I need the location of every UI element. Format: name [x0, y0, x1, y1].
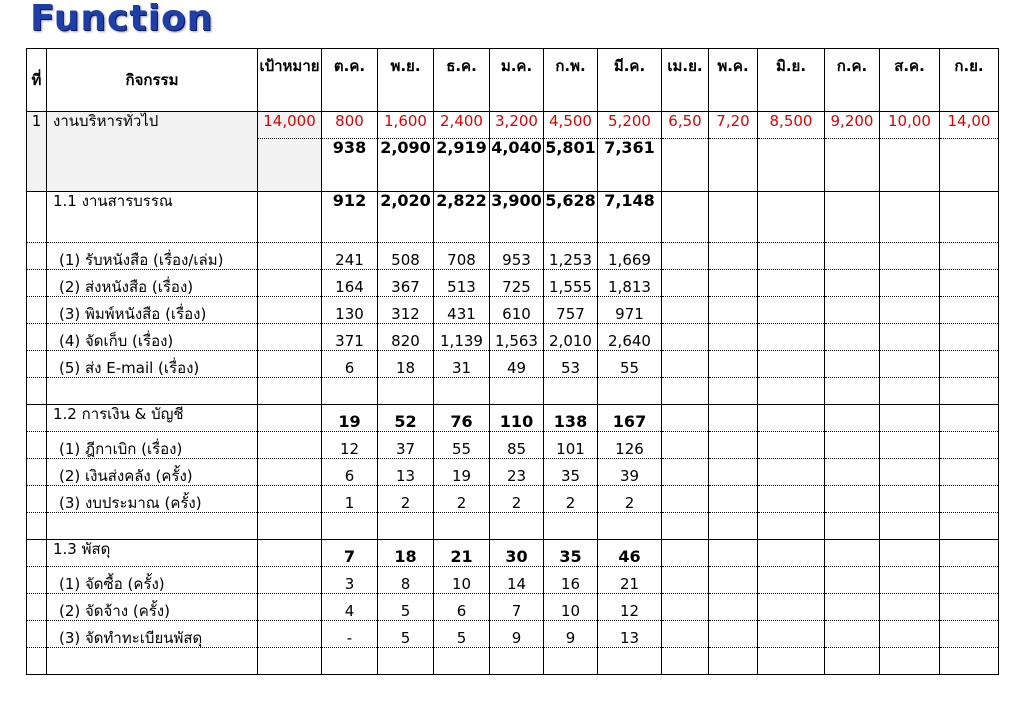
value-cell: 2,640	[598, 324, 662, 351]
actual-cell: 2,919	[434, 139, 490, 192]
value-cell: 1,669	[598, 243, 662, 270]
value-cell: 55	[434, 432, 490, 459]
item-label: (5) ส่ง E-mail (เรื่อง)	[47, 351, 258, 378]
value-cell: 31	[434, 351, 490, 378]
value-cell: 1,563	[490, 324, 544, 351]
value-cell: 953	[490, 243, 544, 270]
section-total: 167	[598, 405, 662, 432]
value-cell: 4	[322, 594, 378, 621]
table-row	[27, 270, 999, 297]
value-cell: 9	[544, 621, 598, 648]
value-cell: 2	[434, 486, 490, 513]
section-row	[27, 405, 999, 432]
table-row	[27, 324, 999, 351]
section-total: 46	[598, 540, 662, 567]
header-month-sep: ก.ย.	[940, 49, 999, 112]
section-row	[27, 540, 999, 567]
section-total: 3,900	[490, 192, 544, 243]
value-cell: 2	[544, 486, 598, 513]
item-label: (1) รับหนังสือ (เรื่อง/เล่ม)	[47, 243, 258, 270]
section-total: 35	[544, 540, 598, 567]
table-row	[27, 297, 999, 324]
header-month-apr: เม.ย.	[662, 49, 709, 112]
header-target: เป้าหมาย	[258, 49, 322, 112]
empty-cell	[825, 139, 880, 192]
value-cell: 126	[598, 432, 662, 459]
actual-cell: 4,040	[490, 139, 544, 192]
value-cell: 164	[322, 270, 378, 297]
header-month-dec: ธ.ค.	[434, 49, 490, 112]
target-value: 14,000	[258, 112, 322, 139]
section-total: 19	[322, 405, 378, 432]
value-cell: 241	[322, 243, 378, 270]
empty-cell	[662, 139, 709, 192]
value-cell: 21	[598, 567, 662, 594]
value-cell: 2,010	[544, 324, 598, 351]
empty-cell	[709, 192, 758, 243]
value-cell: 367	[378, 270, 434, 297]
empty-cell	[662, 192, 709, 243]
activity-label: งานบริหารทั่วไป	[47, 112, 258, 192]
plan-cell: 4,500	[544, 112, 598, 139]
value-cell: 312	[378, 297, 434, 324]
item-label: (1) จัดซื้อ (ครั้ง)	[47, 567, 258, 594]
value-cell: 19	[434, 459, 490, 486]
value-cell: 85	[490, 432, 544, 459]
value-cell: 13	[598, 621, 662, 648]
header-activity: กิจกรรม	[47, 49, 258, 112]
value-cell: 5	[434, 621, 490, 648]
section-total: 912	[322, 192, 378, 243]
value-cell: 5	[378, 621, 434, 648]
value-cell: 513	[434, 270, 490, 297]
actual-cell: 2,090	[378, 139, 434, 192]
value-cell: 14	[490, 567, 544, 594]
value-cell: 6	[434, 594, 490, 621]
value-cell: 757	[544, 297, 598, 324]
activity-table	[26, 48, 999, 675]
value-cell: 49	[490, 351, 544, 378]
plan-cell: 5,200	[598, 112, 662, 139]
header-month-mar: มี.ค.	[598, 49, 662, 112]
header-row	[27, 49, 999, 112]
header-month-aug: ส.ค.	[880, 49, 940, 112]
page-title: Function	[30, 0, 214, 39]
plan-cell: 10,00	[880, 112, 940, 139]
value-cell: 971	[598, 297, 662, 324]
value-cell: 53	[544, 351, 598, 378]
value-cell: 725	[490, 270, 544, 297]
table-row	[27, 112, 999, 139]
header-month-oct: ต.ค.	[322, 49, 378, 112]
value-cell: 7	[490, 594, 544, 621]
value-cell: 6	[322, 459, 378, 486]
header-month-feb: ก.พ.	[544, 49, 598, 112]
plan-cell: 6,50	[662, 112, 709, 139]
value-cell: 37	[378, 432, 434, 459]
value-cell: 12	[598, 594, 662, 621]
section-total: 30	[490, 540, 544, 567]
section-total: 110	[490, 405, 544, 432]
section-total: 5,628	[544, 192, 598, 243]
value-cell: 1,555	[544, 270, 598, 297]
value-cell: 431	[434, 297, 490, 324]
header-month-jul: ก.ค.	[825, 49, 880, 112]
empty-cell	[880, 139, 940, 192]
section-total: 21	[434, 540, 490, 567]
table-row	[27, 594, 999, 621]
plan-cell: 3,200	[490, 112, 544, 139]
value-cell: 35	[544, 459, 598, 486]
table-row	[27, 459, 999, 486]
table-row	[27, 486, 999, 513]
plan-cell: 7,20	[709, 112, 758, 139]
plan-cell: 2,400	[434, 112, 490, 139]
item-label: (2) ส่งหนังสือ (เรื่อง)	[47, 270, 258, 297]
value-cell: 23	[490, 459, 544, 486]
table-row	[27, 567, 999, 594]
plan-cell: 800	[322, 112, 378, 139]
value-cell: 39	[598, 459, 662, 486]
value-cell: 18	[378, 351, 434, 378]
table-row	[27, 243, 999, 270]
value-cell: 101	[544, 432, 598, 459]
item-label: (3) งบประมาณ (ครั้ง)	[47, 486, 258, 513]
value-cell: 1,139	[434, 324, 490, 351]
value-cell: 708	[434, 243, 490, 270]
empty-cell	[940, 192, 999, 243]
value-cell: 5	[378, 594, 434, 621]
empty-cell	[758, 192, 825, 243]
item-label: (3) พิมพ์หนังสือ (เรื่อง)	[47, 297, 258, 324]
value-cell: 130	[322, 297, 378, 324]
item-label: (1) ฎีกาเบิก (เรื่อง)	[47, 432, 258, 459]
value-cell: 820	[378, 324, 434, 351]
spacer-row	[27, 378, 999, 405]
value-cell: 10	[434, 567, 490, 594]
item-label: (4) จัดเก็บ (เรื่อง)	[47, 324, 258, 351]
value-cell: 55	[598, 351, 662, 378]
section-total: 52	[378, 405, 434, 432]
value-cell: 1,813	[598, 270, 662, 297]
value-cell: 371	[322, 324, 378, 351]
value-cell: 1,253	[544, 243, 598, 270]
row-number: 1	[27, 112, 47, 192]
empty-cell	[758, 139, 825, 192]
section-total: 7,148	[598, 192, 662, 243]
value-cell: 3	[322, 567, 378, 594]
value-cell: 9	[490, 621, 544, 648]
actual-cell: 938	[322, 139, 378, 192]
section-row	[27, 192, 999, 243]
section-total: 7	[322, 540, 378, 567]
value-cell: 16	[544, 567, 598, 594]
empty-cell	[825, 192, 880, 243]
actual-cell: 7,361	[598, 139, 662, 192]
value-cell: 13	[378, 459, 434, 486]
empty-cell	[940, 139, 999, 192]
value-cell: 2	[598, 486, 662, 513]
empty-cell	[880, 192, 940, 243]
empty-cell	[258, 139, 322, 192]
value-cell: 1	[322, 486, 378, 513]
value-cell: 8	[378, 567, 434, 594]
spacer-row	[27, 648, 999, 675]
value-cell: -	[322, 621, 378, 648]
value-cell: 610	[490, 297, 544, 324]
item-label: (3) จัดทำทะเบียนพัสดุ	[47, 621, 258, 648]
header-month-nov: พ.ย.	[378, 49, 434, 112]
value-cell: 10	[544, 594, 598, 621]
actual-cell: 5,801	[544, 139, 598, 192]
table-row	[27, 432, 999, 459]
value-cell: 508	[378, 243, 434, 270]
section-total: 76	[434, 405, 490, 432]
section-total: 2,020	[378, 192, 434, 243]
item-label: (2) จัดจ้าง (ครั้ง)	[47, 594, 258, 621]
header-no: ที่	[27, 49, 47, 112]
table-row	[27, 351, 999, 378]
table-row	[27, 621, 999, 648]
plan-cell: 8,500	[758, 112, 825, 139]
value-cell: 2	[490, 486, 544, 513]
plan-cell: 14,00	[940, 112, 999, 139]
header-month-jun: มิ.ย.	[758, 49, 825, 112]
plan-cell: 9,200	[825, 112, 880, 139]
empty-cell	[27, 192, 47, 243]
section-label: 1.3 พัสดุ	[47, 540, 258, 567]
spacer-row	[27, 513, 999, 540]
section-total: 18	[378, 540, 434, 567]
value-cell: 12	[322, 432, 378, 459]
plan-cell: 1,600	[378, 112, 434, 139]
section-label: 1.1 งานสารบรรณ	[47, 192, 258, 243]
item-label: (2) เงินส่งคลัง (ครั้ง)	[47, 459, 258, 486]
empty-cell	[258, 192, 322, 243]
value-cell: 6	[322, 351, 378, 378]
header-month-may: พ.ค.	[709, 49, 758, 112]
section-total: 2,822	[434, 192, 490, 243]
section-label: 1.2 การเงิน & บัญชี	[47, 405, 258, 432]
header-month-jan: ม.ค.	[490, 49, 544, 112]
value-cell: 2	[378, 486, 434, 513]
empty-cell	[709, 139, 758, 192]
section-total: 138	[544, 405, 598, 432]
